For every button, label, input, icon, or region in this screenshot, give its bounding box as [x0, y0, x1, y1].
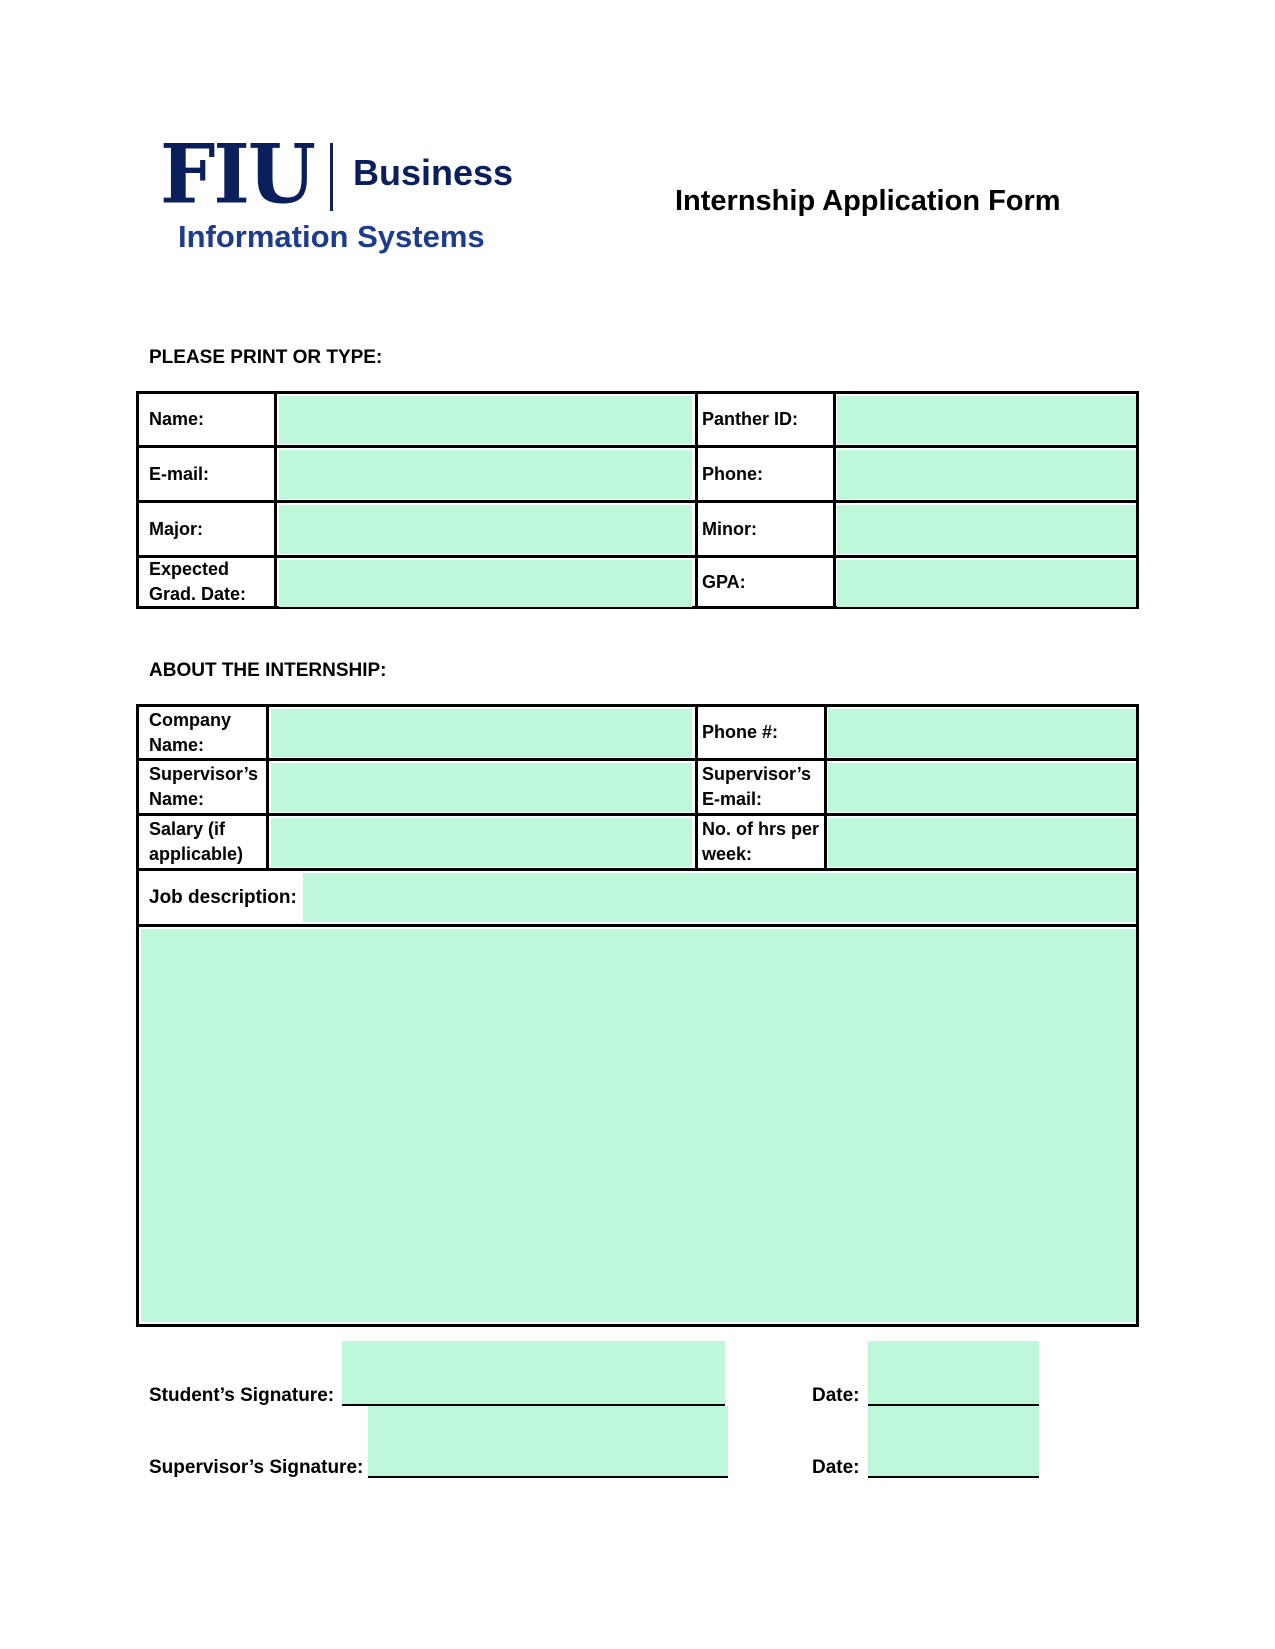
student-signature-field[interactable]: [342, 1341, 725, 1404]
label-supervisor-signature: Supervisor’s Signature:: [149, 1457, 364, 1478]
major-field[interactable]: [279, 505, 692, 554]
grad-date-field[interactable]: [279, 560, 692, 607]
grid-line: [139, 924, 1136, 927]
supervisor-name-field[interactable]: [271, 763, 692, 812]
label-salary: Salary (if applicable): [149, 819, 244, 864]
student-date-field[interactable]: [868, 1341, 1039, 1404]
label-company-phone: Phone #:: [702, 722, 779, 742]
student-signature-line: [342, 1404, 725, 1406]
gpa-field[interactable]: [837, 560, 1136, 607]
label-gpa: GPA:: [702, 571, 746, 592]
form-title: Internship Application Form: [675, 185, 1061, 217]
label-student-date: Date:: [812, 1385, 860, 1406]
label-supervisor-name: Supervisor’s Name:: [149, 764, 259, 809]
grid-line: [695, 707, 698, 871]
company-name-field[interactable]: [271, 709, 692, 757]
internship-info-table: [136, 704, 1139, 1327]
label-major: Major:: [149, 518, 203, 539]
label-phone: Phone:: [702, 463, 763, 484]
personal-info-table: [136, 391, 1139, 609]
label-hours-per-week: No. of hrs per week:: [702, 819, 820, 864]
label-minor: Minor:: [702, 518, 757, 539]
minor-field[interactable]: [837, 505, 1136, 554]
grid-line: [139, 813, 1136, 816]
label-job-description: Job description:: [149, 887, 297, 908]
supervisor-signature-field[interactable]: [368, 1406, 728, 1476]
grid-line: [266, 707, 269, 871]
label-supervisor-date: Date:: [812, 1457, 860, 1478]
fiu-logo-mark: FIU: [160, 126, 314, 223]
section-heading-internship: ABOUT THE INTERNSHIP:: [149, 660, 387, 681]
grid-line: [139, 555, 1136, 558]
supervisor-date-line: [868, 1476, 1039, 1478]
grid-line: [139, 500, 1136, 503]
student-date-line: [868, 1404, 1039, 1406]
label-company-name: Company Name:: [149, 709, 232, 755]
grid-line: [139, 445, 1136, 448]
supervisor-email-field[interactable]: [828, 763, 1136, 812]
label-student-signature: Student’s Signature:: [149, 1385, 335, 1406]
hours-per-week-field[interactable]: [828, 818, 1136, 867]
logo-information-systems-text: Information Systems: [178, 219, 485, 254]
logo-divider: [330, 143, 333, 211]
label-panther-id: Panther ID:: [702, 409, 799, 429]
grid-line: [824, 707, 827, 871]
label-grad-date: Expected Grad. Date:: [149, 559, 247, 604]
job-description-field[interactable]: [141, 929, 1136, 1322]
label-email: E-mail:: [149, 463, 210, 484]
company-phone-field[interactable]: [828, 709, 1136, 757]
supervisor-date-field[interactable]: [868, 1406, 1039, 1476]
supervisor-signature-line: [368, 1476, 728, 1478]
logo-business-text: Business: [353, 152, 514, 193]
salary-field[interactable]: [271, 818, 692, 867]
email-field[interactable]: [279, 450, 692, 499]
job-description-header-field[interactable]: [303, 873, 1136, 922]
name-field[interactable]: [279, 396, 692, 444]
phone-field[interactable]: [837, 450, 1136, 499]
label-supervisor-email: Supervisor’s E-mail:: [702, 764, 812, 809]
grid-line: [139, 758, 1136, 761]
section-heading-personal: PLEASE PRINT OR TYPE:: [149, 347, 383, 368]
panther-id-field[interactable]: [837, 396, 1136, 444]
label-name: Name:: [149, 409, 205, 429]
